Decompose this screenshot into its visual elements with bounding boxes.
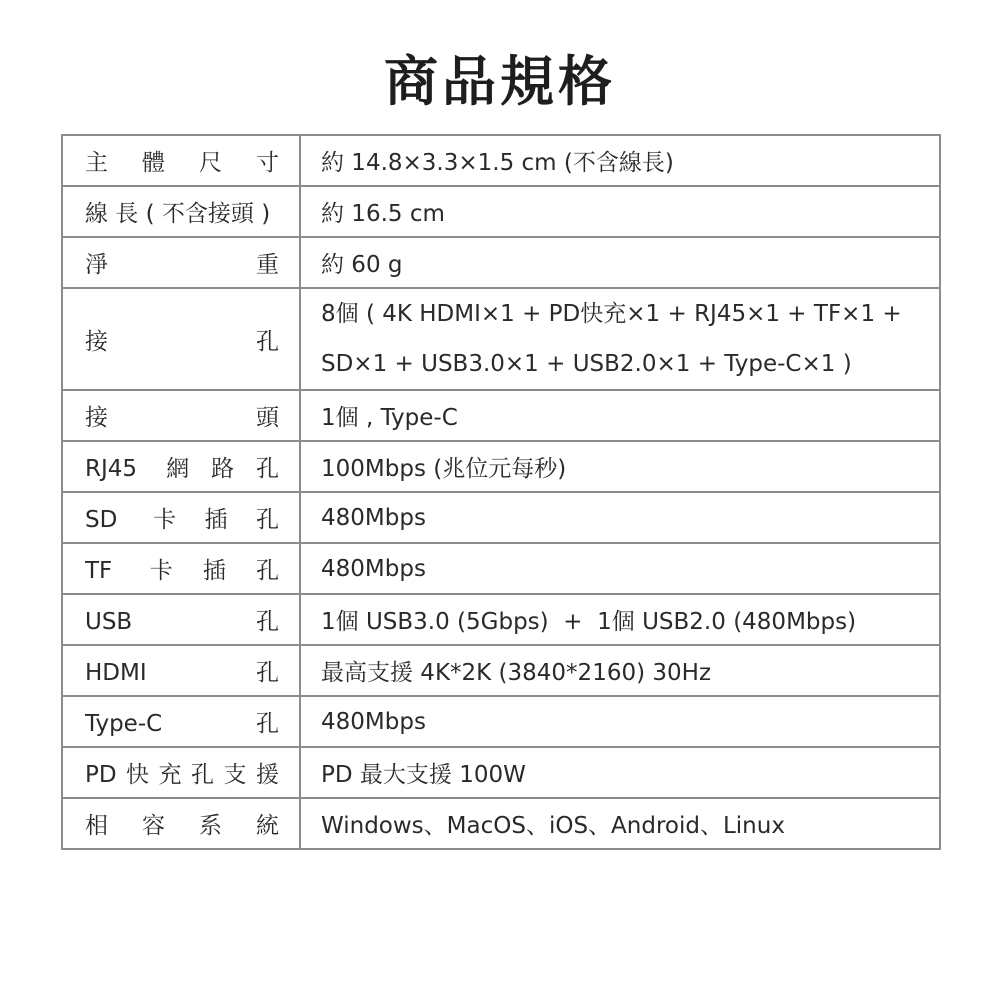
table-row xyxy=(62,645,940,696)
table-row xyxy=(62,390,940,441)
spec-value: 最高支援 4K*2K (3840*2160) 30Hz xyxy=(300,645,940,696)
table-row xyxy=(62,747,940,798)
spec-label xyxy=(62,594,300,645)
spec-label xyxy=(62,798,300,849)
table-row xyxy=(62,543,940,594)
spec-label-text: 接孔 xyxy=(85,328,279,355)
spec-value: 480Mbps xyxy=(300,696,940,747)
spec-label xyxy=(62,645,300,696)
spec-label-text: TF 卡插孔 xyxy=(85,558,279,584)
spec-value: 480Mbps xyxy=(300,492,940,543)
spec-value-line: 8個 ( 4K HDMI×1 + PD快充×1 + RJ45×1 + TF×1 + xyxy=(321,301,902,327)
page-title: 商品規格 xyxy=(384,50,616,113)
spec-label xyxy=(62,135,300,186)
spec-value-line: SD×1 + USB3.0×1 + USB2.0×1 + Type-C×1 ) xyxy=(321,351,852,377)
spec-label xyxy=(62,441,300,492)
spec-value: PD 最大支援 100W xyxy=(300,747,940,798)
table-row xyxy=(62,492,940,543)
spec-label-text: RJ45 網路孔 xyxy=(85,456,279,482)
spec-value: 480Mbps xyxy=(300,543,940,594)
spec-label-text: 淨重 xyxy=(85,252,279,278)
spec-label-text: PD快充孔支援 xyxy=(85,762,279,788)
table-row xyxy=(62,696,940,747)
spec-label xyxy=(62,237,300,288)
spec-label-text: 主體尺寸 xyxy=(85,150,279,176)
spec-value: 約 60 g xyxy=(300,237,940,288)
spec-label xyxy=(62,492,300,543)
spec-label-text: 接頭 xyxy=(85,405,279,431)
table-row xyxy=(62,798,940,849)
spec-value: Windows、MacOS、iOS、Android、Linux xyxy=(300,798,940,849)
spec-label-text: Type-C 孔 xyxy=(85,711,279,737)
spec-label xyxy=(62,186,300,237)
spec-label-text: 相容系統 xyxy=(85,813,279,839)
table-row xyxy=(62,441,940,492)
spec-label xyxy=(62,747,300,798)
spec-label xyxy=(62,288,300,390)
spec-label-text: SD 卡插孔 xyxy=(85,507,279,533)
spec-label xyxy=(62,390,300,441)
spec-table xyxy=(61,134,941,850)
spec-value xyxy=(300,288,940,390)
spec-value: 約 14.8×3.3×1.5 cm (不含線長) xyxy=(300,135,940,186)
spec-label-text: USB 孔 xyxy=(85,609,279,635)
spec-value: 約 16.5 cm xyxy=(300,186,940,237)
spec-label-text: 線 長 ( 不含接頭 ) xyxy=(85,201,271,227)
spec-label-text: HDMI 孔 xyxy=(85,660,279,686)
table-row xyxy=(62,288,940,390)
spec-label xyxy=(62,543,300,594)
table-row xyxy=(62,237,940,288)
table-row xyxy=(62,186,940,237)
spec-value: 1個 , Type-C xyxy=(300,390,940,441)
table-row xyxy=(62,594,940,645)
table-row xyxy=(62,135,940,186)
spec-value: 1個 USB3.0 (5Gbps) + 1個 USB2.0 (480Mbps) xyxy=(300,594,940,645)
spec-value: 100Mbps (兆位元每秒) xyxy=(300,441,940,492)
spec-label xyxy=(62,696,300,747)
